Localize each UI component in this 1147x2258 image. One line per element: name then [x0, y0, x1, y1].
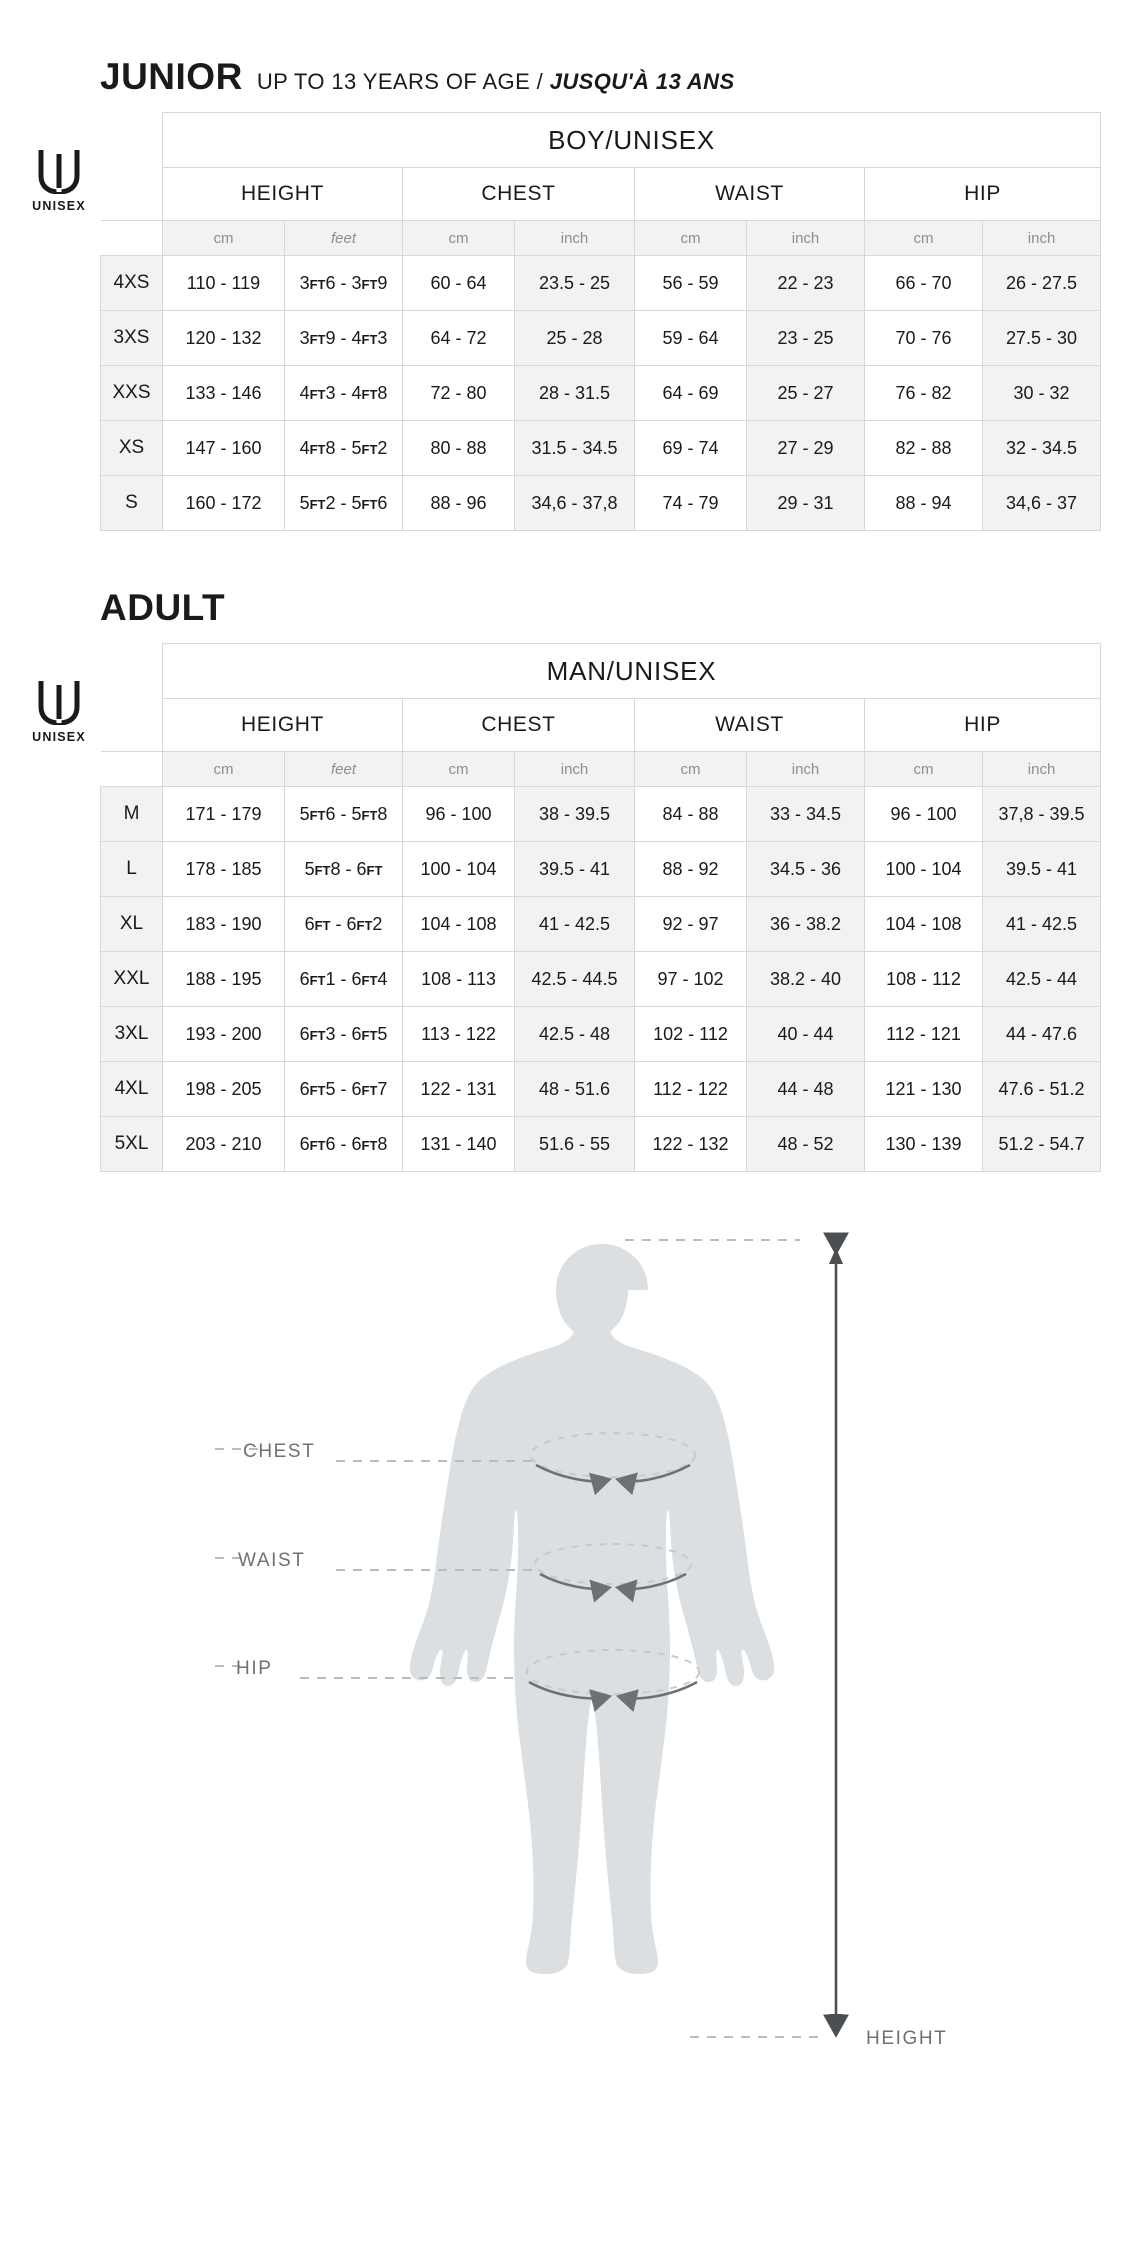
adult-r5-c7: 47.6 - 51.2 [983, 1062, 1101, 1117]
adult-r4-c4: 102 - 112 [635, 1007, 747, 1062]
junior-r2-c3: 28 - 31.5 [515, 366, 635, 421]
junior-size-0: 4XS [101, 256, 163, 311]
adult-r2-c6: 104 - 108 [865, 897, 983, 952]
adult-r4-c0: 193 - 200 [163, 1007, 285, 1062]
junior-r3-c3: 31.5 - 34.5 [515, 421, 635, 476]
adult-r4-c2: 113 - 122 [403, 1007, 515, 1062]
table-row [101, 366, 1101, 421]
junior-r4-c4: 74 - 79 [635, 476, 747, 531]
adult-r6-c2: 131 - 140 [403, 1117, 515, 1172]
junior-logo-caption: UNISEX [32, 199, 86, 213]
adult-r6-c6: 130 - 139 [865, 1117, 983, 1172]
adult-r3-c0: 188 - 195 [163, 952, 285, 1007]
adult-unit-blank [101, 752, 163, 787]
adult-unit-waist-inch: inch [747, 752, 865, 787]
table-row [101, 787, 1101, 842]
adult-r6-c5: 48 - 52 [747, 1117, 865, 1172]
adult-heading [0, 531, 1147, 643]
adult-r2-c2: 104 - 108 [403, 897, 515, 952]
adult-heading-main: ADULT [100, 587, 226, 628]
adult-r2-c0: 183 - 190 [163, 897, 285, 952]
adult-corner-blank [101, 644, 163, 699]
adult-r5-c6: 121 - 130 [865, 1062, 983, 1117]
adult-group-waist: WAIST [635, 699, 865, 752]
junior-r3-c6: 82 - 88 [865, 421, 983, 476]
adult-logo [18, 643, 100, 1172]
junior-r3-c0: 147 - 160 [163, 421, 285, 476]
junior-corner-blank [101, 113, 163, 168]
adult-r1-c1: 5FT8 - 6FT [285, 842, 403, 897]
adult-r0-c0: 171 - 179 [163, 787, 285, 842]
table-row [101, 1062, 1101, 1117]
junior-unit-waist-cm: cm [635, 221, 747, 256]
adult-unit-height-feet: feet [285, 752, 403, 787]
unisex-logo-icon [37, 679, 81, 725]
adult-r2-c1: 6FT - 6FT2 [285, 897, 403, 952]
junior-unit-hip-inch: inch [983, 221, 1101, 256]
adult-unit-waist-cm: cm [635, 752, 747, 787]
junior-r2-c4: 64 - 69 [635, 366, 747, 421]
table-row [101, 952, 1101, 1007]
adult-unit-height-cm: cm [163, 752, 285, 787]
adult-r6-c3: 51.6 - 55 [515, 1117, 635, 1172]
junior-r0-c6: 66 - 70 [865, 256, 983, 311]
junior-r3-c7: 32 - 34.5 [983, 421, 1101, 476]
junior-unit-chest-cm: cm [403, 221, 515, 256]
adult-r0-c7: 37,8 - 39.5 [983, 787, 1101, 842]
junior-r2-c5: 25 - 27 [747, 366, 865, 421]
adult-group-height: HEIGHT [163, 699, 403, 752]
junior-r2-c6: 76 - 82 [865, 366, 983, 421]
junior-r4-c0: 160 - 172 [163, 476, 285, 531]
adult-r1-c6: 100 - 104 [865, 842, 983, 897]
junior-logo [18, 112, 100, 531]
junior-r2-c1: 4FT3 - 4FT8 [285, 366, 403, 421]
junior-r1-c1: 3FT9 - 4FT3 [285, 311, 403, 366]
adult-r4-c3: 42.5 - 48 [515, 1007, 635, 1062]
junior-size-1: 3XS [101, 311, 163, 366]
adult-unit-hip-inch: inch [983, 752, 1101, 787]
junior-r0-c4: 56 - 59 [635, 256, 747, 311]
junior-size-3: XS [101, 421, 163, 476]
junior-group-waist: WAIST [635, 168, 865, 221]
adult-r4-c6: 112 - 121 [865, 1007, 983, 1062]
junior-heading-sub-sep: / [536, 69, 544, 94]
adult-r6-c1: 6FT6 - 6FT8 [285, 1117, 403, 1172]
junior-r3-c1: 4FT8 - 5FT2 [285, 421, 403, 476]
adult-r5-c0: 198 - 205 [163, 1062, 285, 1117]
junior-r0-c7: 26 - 27.5 [983, 256, 1101, 311]
junior-r0-c3: 23.5 - 25 [515, 256, 635, 311]
adult-r0-c3: 38 - 39.5 [515, 787, 635, 842]
junior-r2-c7: 30 - 32 [983, 366, 1101, 421]
adult-size-table [100, 643, 1101, 1172]
junior-r3-c4: 69 - 74 [635, 421, 747, 476]
junior-table-title: BOY/UNISEX [163, 113, 1101, 168]
junior-r2-c2: 72 - 80 [403, 366, 515, 421]
junior-group-blank [101, 168, 163, 221]
adult-r5-c1: 6FT5 - 6FT7 [285, 1062, 403, 1117]
junior-r3-c5: 27 - 29 [747, 421, 865, 476]
junior-heading-sub-fr: JUSQU'À 13 ANS [549, 69, 735, 94]
junior-r4-c1: 5FT2 - 5FT6 [285, 476, 403, 531]
adult-r3-c5: 38.2 - 40 [747, 952, 865, 1007]
table-row [101, 1117, 1101, 1172]
adult-r1-c2: 100 - 104 [403, 842, 515, 897]
figure-label-waist: WAIST [238, 1550, 306, 1571]
adult-r2-c7: 41 - 42.5 [983, 897, 1101, 952]
figure-label-hip: HIP [236, 1658, 273, 1679]
junior-r1-c0: 120 - 132 [163, 311, 285, 366]
junior-heading-sub [257, 69, 735, 95]
table-row [101, 311, 1101, 366]
adult-unit-chest-cm: cm [403, 752, 515, 787]
adult-r3-c6: 108 - 112 [865, 952, 983, 1007]
adult-r1-c3: 39.5 - 41 [515, 842, 635, 897]
table-row [101, 897, 1101, 952]
junior-r4-c5: 29 - 31 [747, 476, 865, 531]
adult-size-1: L [101, 842, 163, 897]
adult-r5-c4: 112 - 122 [635, 1062, 747, 1117]
junior-r3-c2: 80 - 88 [403, 421, 515, 476]
junior-unit-blank [101, 221, 163, 256]
adult-r6-c4: 122 - 132 [635, 1117, 747, 1172]
adult-r5-c2: 122 - 131 [403, 1062, 515, 1117]
adult-r2-c3: 41 - 42.5 [515, 897, 635, 952]
measurement-figure [0, 1208, 1147, 2068]
adult-group-blank [101, 699, 163, 752]
junior-r0-c2: 60 - 64 [403, 256, 515, 311]
figure-label-chest: CHEST [243, 1441, 316, 1462]
junior-r1-c5: 23 - 25 [747, 311, 865, 366]
junior-r0-c0: 110 - 119 [163, 256, 285, 311]
adult-r1-c7: 39.5 - 41 [983, 842, 1101, 897]
adult-table-title: MAN/UNISEX [163, 644, 1101, 699]
body-silhouette-icon [410, 1244, 775, 1974]
junior-heading [0, 0, 1147, 112]
junior-table-block [0, 112, 1147, 531]
junior-r4-c7: 34,6 - 37 [983, 476, 1101, 531]
junior-heading-main: JUNIOR [100, 56, 243, 97]
adult-r4-c7: 44 - 47.6 [983, 1007, 1101, 1062]
junior-group-height: HEIGHT [163, 168, 403, 221]
junior-unit-chest-inch: inch [515, 221, 635, 256]
table-row [101, 842, 1101, 897]
adult-r6-c7: 51.2 - 54.7 [983, 1117, 1101, 1172]
junior-group-chest: CHEST [403, 168, 635, 221]
adult-r1-c4: 88 - 92 [635, 842, 747, 897]
adult-r5-c3: 48 - 51.6 [515, 1062, 635, 1117]
adult-size-6: 5XL [101, 1117, 163, 1172]
adult-group-hip: HIP [865, 699, 1101, 752]
table-row [101, 1007, 1101, 1062]
junior-r2-c0: 133 - 146 [163, 366, 285, 421]
adult-group-chest: CHEST [403, 699, 635, 752]
adult-r4-c1: 6FT3 - 6FT5 [285, 1007, 403, 1062]
junior-size-2: XXS [101, 366, 163, 421]
adult-size-0: M [101, 787, 163, 842]
junior-r1-c7: 27.5 - 30 [983, 311, 1101, 366]
junior-r0-c5: 22 - 23 [747, 256, 865, 311]
adult-size-5: 4XL [101, 1062, 163, 1117]
adult-size-3: XXL [101, 952, 163, 1007]
junior-unit-height-cm: cm [163, 221, 285, 256]
adult-r6-c0: 203 - 210 [163, 1117, 285, 1172]
junior-r4-c3: 34,6 - 37,8 [515, 476, 635, 531]
adult-r2-c5: 36 - 38.2 [747, 897, 865, 952]
adult-table-block [0, 643, 1147, 1172]
junior-unit-waist-inch: inch [747, 221, 865, 256]
adult-r0-c5: 33 - 34.5 [747, 787, 865, 842]
adult-r0-c1: 5FT6 - 5FT8 [285, 787, 403, 842]
adult-r3-c4: 97 - 102 [635, 952, 747, 1007]
junior-size-4: S [101, 476, 163, 531]
junior-r4-c2: 88 - 96 [403, 476, 515, 531]
junior-unit-height-feet: feet [285, 221, 403, 256]
height-measure-group [625, 1240, 947, 2049]
adult-r0-c6: 96 - 100 [865, 787, 983, 842]
adult-r1-c0: 178 - 185 [163, 842, 285, 897]
table-row [101, 256, 1101, 311]
junior-r1-c4: 59 - 64 [635, 311, 747, 366]
adult-r5-c5: 44 - 48 [747, 1062, 865, 1117]
junior-r0-c1: 3FT6 - 3FT9 [285, 256, 403, 311]
junior-r1-c3: 25 - 28 [515, 311, 635, 366]
table-row [101, 421, 1101, 476]
adult-r3-c1: 6FT1 - 6FT4 [285, 952, 403, 1007]
junior-heading-sub-en: UP TO 13 YEARS OF AGE [256, 69, 531, 94]
adult-logo-caption: UNISEX [32, 730, 86, 744]
junior-r4-c6: 88 - 94 [865, 476, 983, 531]
unisex-logo-icon [37, 148, 81, 194]
table-row [101, 476, 1101, 531]
junior-r1-c6: 70 - 76 [865, 311, 983, 366]
adult-r3-c7: 42.5 - 44 [983, 952, 1101, 1007]
adult-r3-c2: 108 - 113 [403, 952, 515, 1007]
adult-unit-hip-cm: cm [865, 752, 983, 787]
figure-label-height: HEIGHT [866, 2028, 948, 2049]
junior-r1-c2: 64 - 72 [403, 311, 515, 366]
junior-unit-hip-cm: cm [865, 221, 983, 256]
adult-r0-c2: 96 - 100 [403, 787, 515, 842]
junior-group-hip: HIP [865, 168, 1101, 221]
adult-r1-c5: 34.5 - 36 [747, 842, 865, 897]
adult-size-2: XL [101, 897, 163, 952]
adult-r0-c4: 84 - 88 [635, 787, 747, 842]
junior-size-table [100, 112, 1101, 531]
adult-r4-c5: 40 - 44 [747, 1007, 865, 1062]
adult-size-4: 3XL [101, 1007, 163, 1062]
adult-r2-c4: 92 - 97 [635, 897, 747, 952]
adult-unit-chest-inch: inch [515, 752, 635, 787]
adult-r3-c3: 42.5 - 44.5 [515, 952, 635, 1007]
